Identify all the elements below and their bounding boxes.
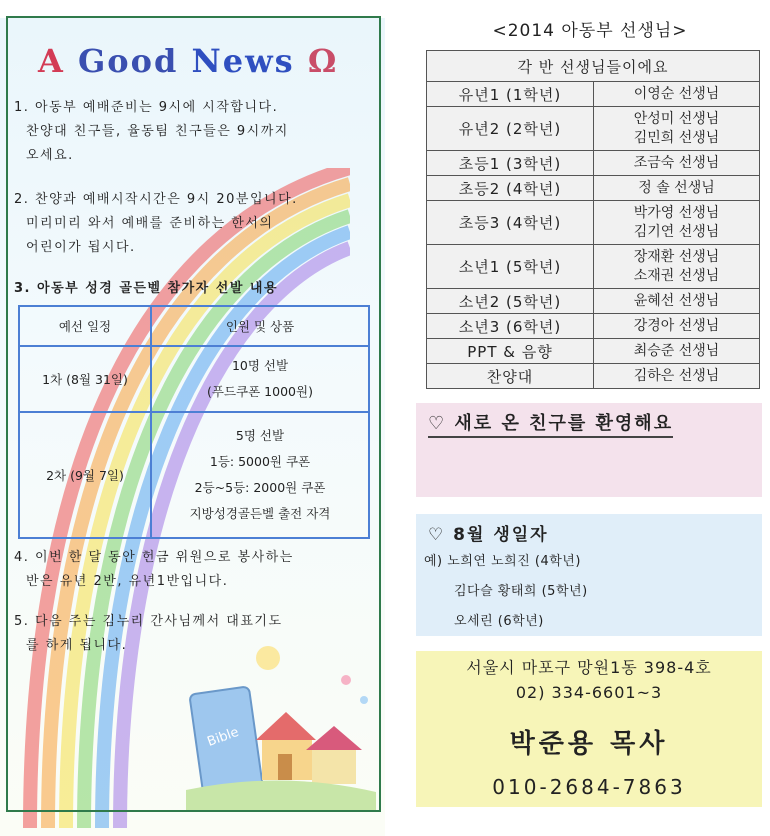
class-cell: 유년1 (1학년) — [427, 82, 594, 107]
golden-bell-schedule-table — [18, 305, 370, 539]
details-cell — [151, 346, 369, 412]
teachers-header-row — [427, 51, 760, 82]
round-cell: 1차 (8월 31일) — [19, 346, 151, 412]
table-header-cell: 예선 일정 — [19, 306, 151, 346]
table-row — [427, 314, 760, 339]
teacher-name: 조금숙 선생님 — [633, 154, 720, 171]
pastor-name: 박준용 목사 — [509, 729, 669, 759]
notice-line: 반은 유년 2반, 유년1반입니다. — [26, 574, 229, 589]
notice-line: 를 하게 됩니다. — [26, 638, 128, 653]
title-word-news: News — [191, 42, 295, 80]
teacher-names-cell — [594, 107, 760, 151]
notice-1 — [14, 96, 374, 168]
detail-line: 5명 선발 — [235, 428, 285, 443]
class-cell: 초등3 (4학년) — [427, 201, 594, 245]
good-news-title — [38, 42, 338, 80]
table-row — [427, 151, 760, 176]
teacher-names-cell — [594, 339, 760, 364]
birthday-line: 김다슬 황태희 (5학년) — [454, 584, 588, 599]
contact-box — [416, 651, 762, 807]
pastor-mobile: 010-2684-7863 — [492, 775, 686, 799]
notice-line: 오세요. — [26, 148, 74, 163]
church-phone: 02) 334-6601~3 — [515, 683, 663, 702]
table-row — [427, 339, 760, 364]
notice-4 — [14, 546, 374, 594]
notice-line: 찬양대 친구들, 율동팀 친구들은 9시까지 — [26, 124, 289, 139]
teacher-name: 김하은 선생님 — [633, 367, 720, 384]
table-header-row — [19, 306, 369, 346]
round-cell: 2차 (9월 7일) — [19, 412, 151, 538]
title-omega-icon: Ω — [307, 42, 339, 80]
teacher-names-cell — [594, 201, 760, 245]
table-row — [19, 412, 369, 538]
teachers-title: <2014 아동부 선생님> — [492, 21, 688, 41]
teachers-table — [426, 50, 760, 389]
church-address: 서울시 마포구 망원1동 398-4호 — [466, 658, 712, 677]
detail-line: 지방성경골든벨 출전 자격 — [189, 506, 331, 521]
teacher-name: 김기연 선생님 — [633, 223, 720, 240]
table-row — [427, 176, 760, 201]
teacher-name: 이영순 선생님 — [633, 85, 720, 102]
notice-number: 2. — [14, 192, 30, 207]
teacher-name: 안성미 선생님 — [633, 110, 720, 127]
notice-number: 4. — [14, 550, 30, 565]
teacher-name: 강경아 선생님 — [633, 317, 720, 334]
title-word-good: Good — [77, 42, 179, 80]
notice-number: 3. — [14, 281, 31, 296]
birthday-prefix: 예) — [424, 554, 443, 569]
detail-line: 10명 선발 — [231, 358, 289, 373]
teacher-name: 윤혜선 선생님 — [633, 292, 720, 309]
birthday-line: 오세린 (6학년) — [454, 614, 544, 629]
class-cell: 초등1 (3학년) — [427, 151, 594, 176]
birthday-names: 노희연 노희진 (4학년) — [447, 554, 581, 569]
teacher-names-cell — [594, 151, 760, 176]
teacher-name: 정 솔 선생님 — [638, 179, 715, 196]
birthday-line — [424, 550, 581, 569]
notice-line: 아동부 예배준비는 9시에 시작합니다. — [35, 100, 279, 115]
teacher-name: 장재환 선생님 — [633, 248, 720, 265]
teachers-header-cell: 각 반 선생님들이에요 — [427, 51, 760, 82]
table-row — [427, 107, 760, 151]
detail-line: 1등: 5000원 쿠폰 — [209, 454, 311, 469]
bible-label: Bible — [205, 724, 241, 750]
birthday-heading: ♡ 8월 생일자 — [428, 525, 549, 545]
table-row — [427, 364, 760, 389]
class-cell: 유년2 (2학년) — [427, 107, 594, 151]
notice-number: 5. — [14, 614, 30, 629]
notice-2 — [14, 188, 374, 260]
notice-number: 1. — [14, 100, 30, 115]
notice-line: 아동부 성경 골든벨 참가자 선발 내용 — [37, 281, 279, 296]
teacher-name: 최승준 선생님 — [633, 342, 720, 359]
bible-house-illustration — [186, 640, 376, 810]
notice-line: 찬양과 예배시작시간은 9시 20분입니다. — [35, 192, 298, 207]
class-cell: 찬양대 — [427, 364, 594, 389]
notice-line: 미리미리 와서 예배를 준비하는 한서의 — [26, 216, 274, 231]
detail-line: 2등~5등: 2000원 쿠폰 — [194, 480, 326, 495]
notice-line: 다음 주는 김누리 간사님께서 대표기도 — [35, 614, 283, 629]
class-cell: 소년1 (5학년) — [427, 245, 594, 289]
teacher-name: 소재권 선생님 — [633, 267, 720, 284]
table-row — [427, 245, 760, 289]
table-row — [19, 346, 369, 412]
notice-3 — [14, 277, 374, 301]
detail-line: (푸드쿠폰 1000원) — [207, 384, 313, 399]
teacher-names-cell — [594, 82, 760, 107]
teacher-names-cell — [594, 314, 760, 339]
notice-line: 어린이가 됩시다. — [26, 240, 136, 255]
teacher-names-cell — [594, 364, 760, 389]
notice-line: 이번 한 달 동안 헌금 위원으로 봉사하는 — [35, 550, 294, 565]
teacher-names-cell — [594, 176, 760, 201]
bible-icon — [186, 640, 376, 810]
birthday-box — [416, 514, 762, 636]
title-letter-a: A — [38, 42, 65, 80]
welcome-box — [416, 403, 762, 497]
details-cell — [151, 412, 369, 538]
teacher-name: 김민희 선생님 — [633, 129, 720, 146]
class-cell: PPT & 음향 — [427, 339, 594, 364]
class-cell: 초등2 (4학년) — [427, 176, 594, 201]
welcome-heading: ♡ 새로 온 친구를 환영해요 — [428, 409, 673, 438]
class-cell: 소년2 (5학년) — [427, 289, 594, 314]
teacher-names-cell — [594, 289, 760, 314]
teacher-names-cell — [594, 245, 760, 289]
table-header-cell: 인원 및 상품 — [151, 306, 369, 346]
table-row — [427, 289, 760, 314]
table-row — [427, 82, 760, 107]
table-row — [427, 201, 760, 245]
teacher-name: 박가영 선생님 — [633, 204, 720, 221]
class-cell: 소년3 (6학년) — [427, 314, 594, 339]
